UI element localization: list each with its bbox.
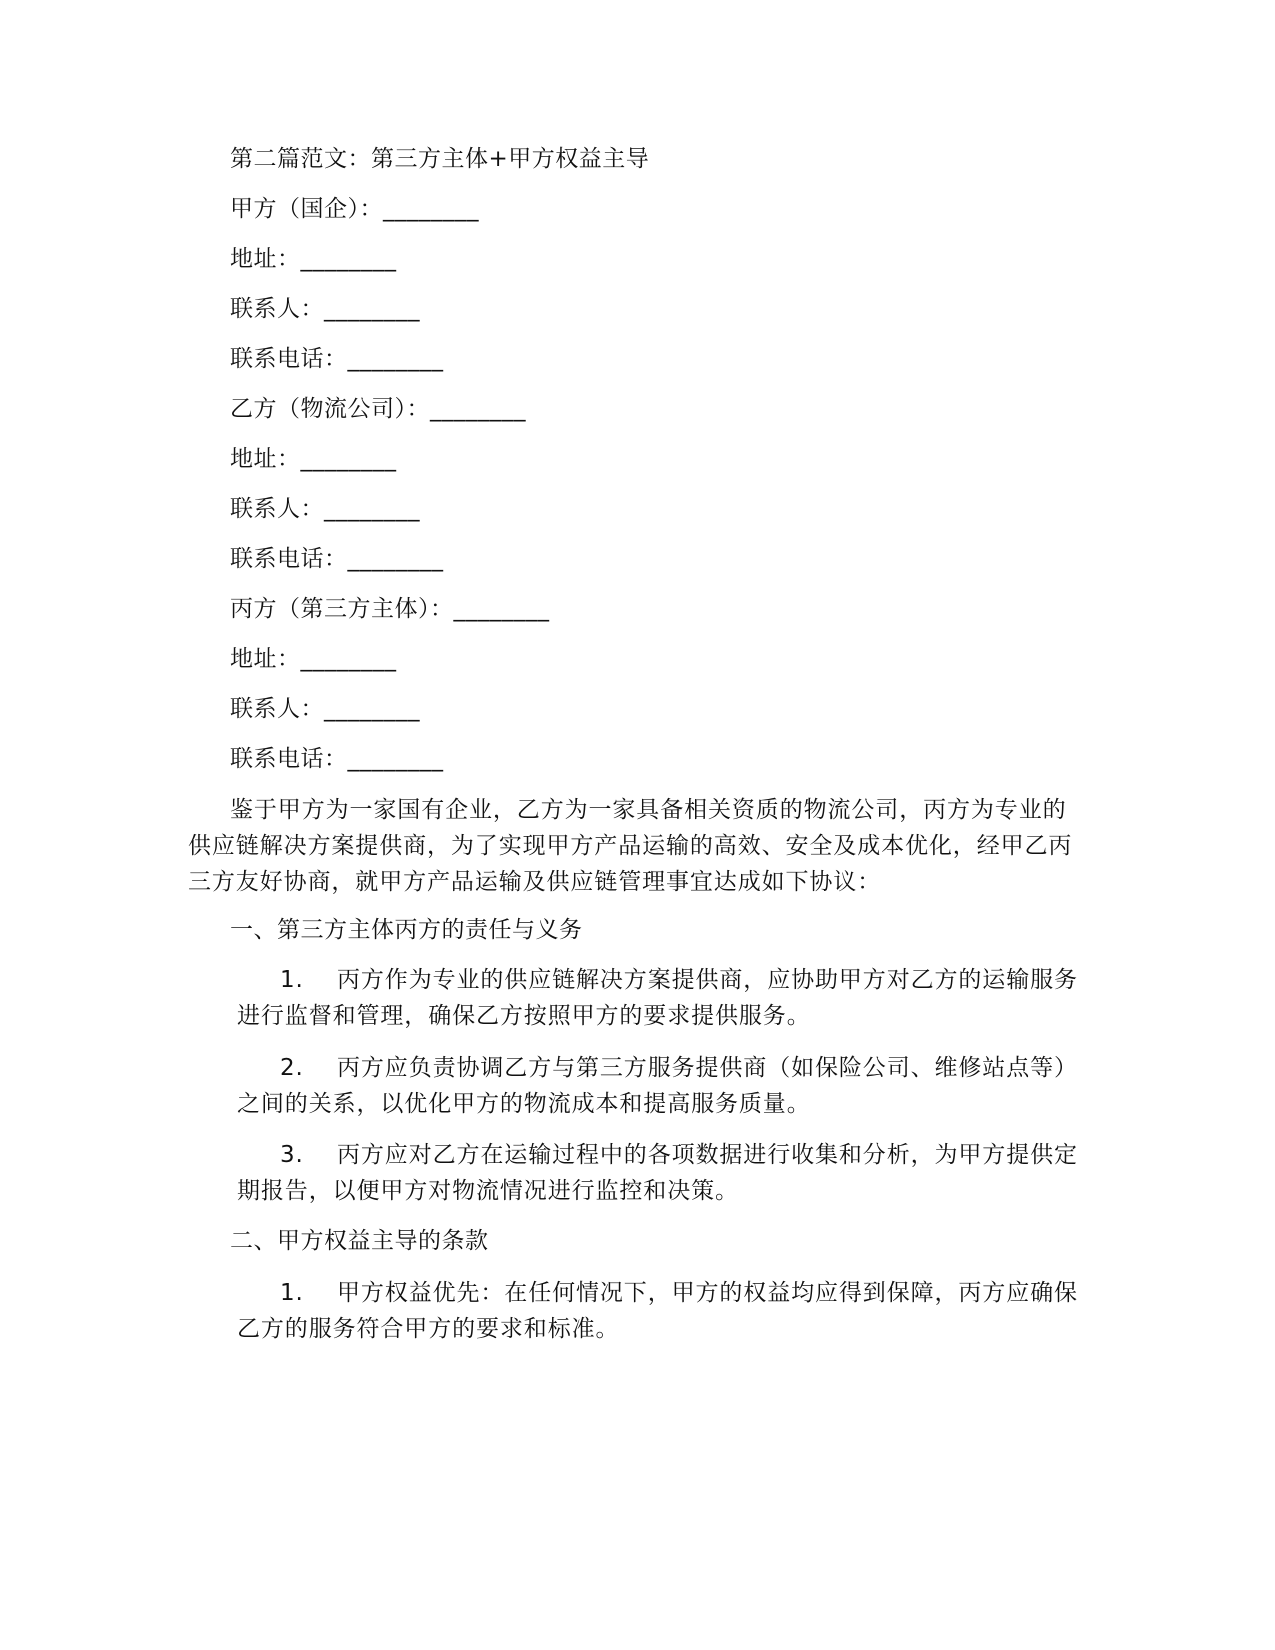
item-number: 1. — [280, 967, 304, 993]
party-b-name: 乙方（物流公司）：________ — [230, 396, 526, 422]
party-a-address: 地址：________ — [230, 246, 397, 272]
section-1-item — [237, 962, 1088, 1034]
party-c-name: 丙方（第三方主体）：________ — [230, 596, 550, 622]
party-c-contact: 联系人：________ — [230, 696, 420, 722]
preamble-paragraph — [188, 792, 1088, 900]
section-2-heading: 二、甲方权益主导的条款 — [230, 1228, 489, 1254]
section-1-item — [237, 1137, 1088, 1209]
party-b-contact: 联系人：________ — [230, 496, 420, 522]
party-b-phone: 联系电话：________ — [230, 546, 444, 572]
party-a-phone: 联系电话：________ — [230, 346, 444, 372]
section-1-heading: 一、第三方主体丙方的责任与义务 — [230, 917, 583, 943]
item-text: 丙方作为专业的供应链解决方案提供商，应协助甲方对乙方的运输服务进行监督和管理，确保乙方按照甲方的要求提供服务。 — [237, 967, 1078, 1029]
party-a-name: 甲方（国企）：________ — [230, 196, 479, 222]
party-c-phone: 联系电话：________ — [230, 746, 444, 772]
preamble-text: 鉴于甲方为一家国有企业，乙方为一家具备相关资质的物流公司，丙方为专业的供应链解决方案提供商，为了实现甲方产品运输的高效、安全及成本优化，经甲乙丙三方友好协商，就甲方产品运输及供应链管理事宜达成如下协议： — [188, 797, 1073, 895]
section-2-item — [237, 1275, 1088, 1347]
item-text: 丙方应对乙方在运输过程中的各项数据进行收集和分析，为甲方提供定期报告，以便甲方对物流情况进行监控和决策。 — [237, 1142, 1078, 1204]
item-number: 1. — [280, 1280, 304, 1306]
document-title: 第二篇范文：第三方主体+甲方权益主导 — [230, 146, 650, 172]
party-a-contact: 联系人：________ — [230, 296, 420, 322]
item-text: 丙方应负责协调乙方与第三方服务提供商（如保险公司、维修站点等）之间的关系，以优化甲方的物流成本和提高服务质量。 — [237, 1055, 1078, 1117]
party-b-address: 地址：________ — [230, 446, 397, 472]
item-number: 3. — [280, 1142, 304, 1168]
item-number: 2. — [280, 1055, 304, 1081]
section-1-item — [237, 1050, 1088, 1122]
party-c-address: 地址：________ — [230, 646, 397, 672]
item-text: 甲方权益优先：在任何情况下，甲方的权益均应得到保障，丙方应确保乙方的服务符合甲方的要求和标准。 — [237, 1280, 1078, 1342]
